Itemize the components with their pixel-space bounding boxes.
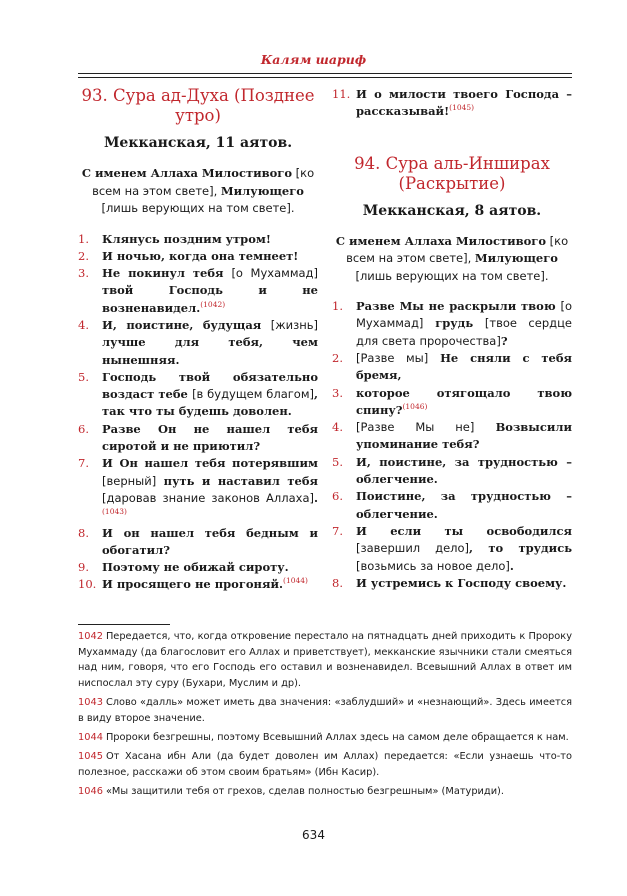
footnote-text: Пророки безгрешны, поэтому Всевышний Аллах здесь на самом деле обращается к нам. xyxy=(105,732,569,744)
verse-text-bold: . xyxy=(313,490,318,505)
commentary-text: [верный] xyxy=(102,473,157,488)
footnote-number: 1045 xyxy=(78,751,103,763)
verse xyxy=(78,231,318,248)
footnote-rule xyxy=(78,624,170,625)
verse-text-bold: Поистине, за трудностью – облегчение. xyxy=(356,489,572,521)
verse-text-bold: И, поистине, будущая xyxy=(102,317,271,332)
verse-text xyxy=(356,350,572,385)
verse-text-bold: Поэтому не обижай сироту. xyxy=(102,560,289,575)
verse-text-bold: Не покинул тебя xyxy=(102,266,232,281)
footnote-text: «Мы защитили тебя от грехов, сделав полностью безгрешным» (Матуриди). xyxy=(105,786,504,798)
footnote-marker[interactable]: (1046) xyxy=(402,402,428,412)
verse xyxy=(332,419,572,454)
right-column xyxy=(332,86,572,592)
verse-number: 10. xyxy=(78,577,97,592)
verse xyxy=(332,350,572,385)
verse xyxy=(78,265,318,317)
verse-text-bold: Господь твой обязательно воздаст тебе xyxy=(102,369,318,402)
verse-number: 6. xyxy=(78,421,89,436)
verse-text-bold: Разве Мы не раскрыли твою xyxy=(356,299,561,314)
footnote-marker[interactable]: (1042) xyxy=(200,299,226,309)
verse-list xyxy=(332,298,572,592)
footnote-number: 1044 xyxy=(78,732,103,744)
basmala xyxy=(78,165,318,218)
footnote-marker[interactable]: (1043) xyxy=(102,507,127,517)
verse-text xyxy=(102,525,318,560)
footnote-text: Передается, что, когда откровение перестало на пятнадцать дней приходить к Пророку Мухаммаду (да благословит его Аллах и приветствует), мекканские язычники стали смеяться над ним, говоря, что его Господь его оставил и возненавидел. Всевышний Аллах в ответ им ниспослал эту суру (Бухари, Муслим и др). xyxy=(78,631,572,690)
verse-list xyxy=(78,231,318,594)
verse xyxy=(332,575,572,592)
footnote-number: 1042 xyxy=(78,631,103,642)
verse-text xyxy=(356,419,572,454)
sura-title: 93. Сура ад-Духа (Позднее утро) xyxy=(81,86,315,125)
header-rule xyxy=(78,73,572,74)
verse xyxy=(332,523,572,575)
verse xyxy=(78,421,318,456)
verse-text-bold: Клянусь поздним утром! xyxy=(102,231,271,246)
verse-text-bold: лучше для тебя, чем нынешняя. xyxy=(102,335,318,367)
verse-number: 1. xyxy=(78,231,89,246)
commentary-text: [Разве мы] xyxy=(356,350,429,365)
verse-number: 6. xyxy=(332,489,343,504)
verse-list xyxy=(332,86,572,121)
verse-text-bold: И если ты освободился xyxy=(356,523,572,538)
verse xyxy=(78,559,318,576)
commentary-text: [ко всем на этом свете], xyxy=(92,166,315,198)
commentary-text: [даровав знание законов Аллаха] xyxy=(102,490,314,505)
verse xyxy=(78,369,318,421)
left-column xyxy=(78,86,318,594)
verse-text-bold: И Он нашел тебя потерявшим xyxy=(102,456,318,471)
verse-number: 11. xyxy=(332,87,351,101)
footnote xyxy=(78,784,572,800)
verse-number: 5. xyxy=(332,454,343,469)
verse-number: 7. xyxy=(78,456,89,471)
verse xyxy=(332,298,572,350)
commentary-text: [в будущем благом] xyxy=(192,387,314,402)
verse-text xyxy=(356,523,572,575)
verse xyxy=(78,576,318,593)
verse xyxy=(332,385,572,420)
verse-text-bold: И о милости твоего Господа – рассказывай! xyxy=(356,87,572,119)
verse-number: 3. xyxy=(332,385,343,400)
verse-number: 8. xyxy=(78,525,89,540)
verse-text-bold: Не сняли с тебя бремя, xyxy=(356,350,572,383)
verse-text-bold: путь и наставил тебя xyxy=(156,473,318,488)
commentary-text: [завершил дело] xyxy=(356,541,470,556)
verse-text xyxy=(356,575,572,592)
footnote-text: От Хасана ибн Али (да будет доволен им Аллах) передается: «Если узнаешь что-то полезное, расскажи об этом своим братьям» (Ибн Касир). xyxy=(78,751,572,779)
verse-text xyxy=(356,488,572,523)
verse-text-bold: И просящего не прогоняй. xyxy=(102,577,284,592)
footnote xyxy=(78,695,572,726)
verse-number: 5. xyxy=(78,369,89,384)
commentary-text: [лишь верующих на том свете]. xyxy=(101,201,295,215)
sura-type: Мекканская, 11 аятов. xyxy=(103,135,293,151)
verse-text-bold: которое отягощало твою спину? xyxy=(356,385,572,417)
commentary-text: [Разве Мы не] xyxy=(356,420,475,435)
verse-text-bold: , так что ты будешь доволен. xyxy=(102,387,318,419)
verse-number: 4. xyxy=(78,317,89,332)
verse-number: 1. xyxy=(332,299,343,314)
verse-text xyxy=(102,421,318,456)
sura-type: Мекканская, 8 аятов. xyxy=(362,202,542,219)
footnote-marker[interactable]: (1045) xyxy=(449,103,475,113)
verse-number: 3. xyxy=(78,266,89,281)
footnote-number: 1046 xyxy=(78,786,103,798)
verse-text xyxy=(102,576,318,593)
verse-text xyxy=(102,317,318,369)
verse-text xyxy=(356,385,572,420)
footnotes xyxy=(78,629,572,804)
verse-text-bold: И, поистине, за трудностью – облегчение. xyxy=(356,454,572,487)
basmala xyxy=(332,233,572,286)
verse xyxy=(78,317,318,369)
commentary-text: [возьмись за новое дело] xyxy=(356,558,510,573)
verse-text xyxy=(102,559,318,576)
verse-text-bold: И устремись к Господу своему. xyxy=(356,575,567,590)
verse xyxy=(78,248,318,265)
running-title: Калям шариф xyxy=(260,52,367,67)
verse xyxy=(332,488,572,523)
verse-number: 9. xyxy=(78,560,89,575)
verse-text xyxy=(356,454,572,489)
header-rule xyxy=(78,77,572,78)
verse xyxy=(78,525,318,560)
verse-text xyxy=(102,248,318,265)
footnote xyxy=(78,730,572,746)
verse xyxy=(78,455,318,524)
verse-text-bold: С именем Аллаха Милостивого xyxy=(335,233,546,248)
commentary-text: [о Мухаммад] xyxy=(231,266,318,281)
footnote xyxy=(78,749,572,780)
footnote-text: Слово «далль» может иметь два значения: «заблудший» и «незнающий». Здесь имеется в виду второе значение. xyxy=(78,697,572,725)
verse-text-bold: Милующего xyxy=(220,183,304,198)
footnote xyxy=(78,629,572,692)
verse-number: 4. xyxy=(332,420,343,435)
commentary-text: [лишь верующих на том свете]. xyxy=(355,268,549,283)
sura-title: 94. Сура аль-Инширах (Раскрытие) xyxy=(354,153,550,193)
verse-text xyxy=(102,369,318,421)
verse-text-bold: Милующего xyxy=(474,251,558,266)
verse-text xyxy=(102,231,318,248)
verse-number: 8. xyxy=(332,575,343,590)
verse-text-bold: ? xyxy=(500,333,508,348)
verse-number: 7. xyxy=(332,523,343,538)
verse-text-bold: С именем Аллаха Милостивого xyxy=(81,166,292,180)
verse-text-bold: И он нашел тебя бедным и обогатил? xyxy=(102,525,318,557)
verse-number: 2. xyxy=(78,248,89,263)
commentary-text: [ко всем на этом свете], xyxy=(346,233,569,266)
verse-number: 2. xyxy=(332,350,343,365)
page-number: 634 xyxy=(302,828,325,842)
verse-text xyxy=(102,265,318,317)
verse xyxy=(332,454,572,489)
verse-text xyxy=(356,298,572,350)
verse-text-bold: И ночью, когда она темнеет! xyxy=(102,248,299,263)
verse-text-bold: Разве Он не нашел тебя сиротой и не приютил? xyxy=(102,421,318,454)
commentary-text: [жизнь] xyxy=(270,317,318,332)
commentary-text: [о Мухаммад] xyxy=(356,299,572,331)
verse-text xyxy=(102,455,318,524)
verse xyxy=(332,86,572,121)
verse-text xyxy=(356,86,572,121)
verse-text-bold: . xyxy=(509,558,514,573)
verse-text-bold: твой Господь и не возненавидел. xyxy=(102,283,318,315)
commentary-text: [твое сердце для света пророчества] xyxy=(356,316,572,348)
footnote-number: 1043 xyxy=(78,697,103,709)
footnote-marker[interactable]: (1044) xyxy=(283,576,308,586)
verse-text-bold: , то трудись xyxy=(469,541,573,556)
verse-text-bold: Возвысили упоминание тебя? xyxy=(356,420,572,452)
verse-text-bold: грудь xyxy=(423,316,485,331)
